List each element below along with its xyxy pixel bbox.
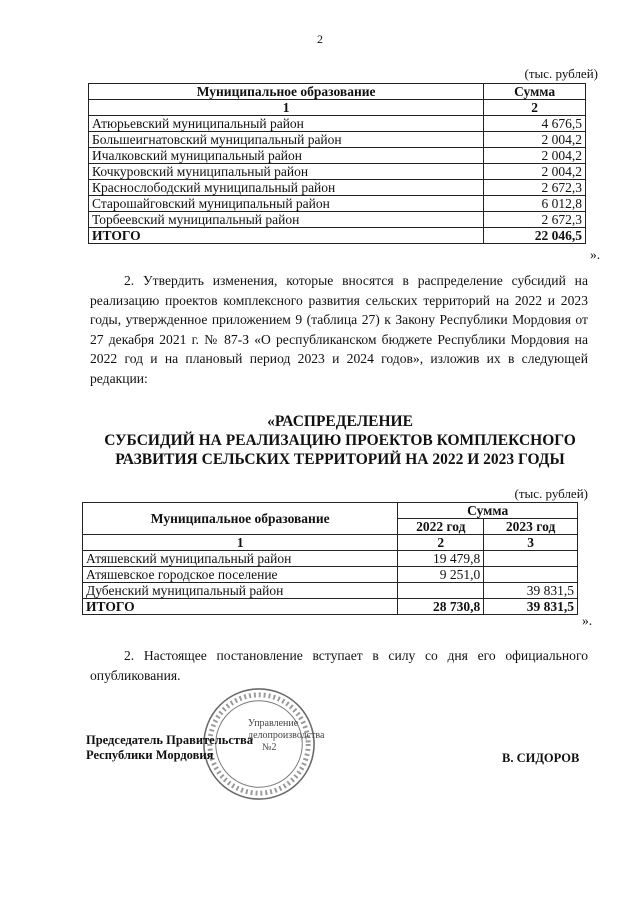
table2-header-2022: 2022 год: [398, 519, 484, 535]
table2-header-row: [83, 503, 578, 519]
table2-number-row: [83, 535, 578, 551]
table1-cell-sum: 2 004,2: [484, 132, 586, 148]
table1-header-name: Муниципальное образование: [89, 84, 484, 100]
table-row: [83, 551, 578, 567]
table1-cell-name: Ичалковский муниципальный район: [89, 148, 484, 164]
table2-col-number: 1: [83, 535, 398, 551]
table1-cell-name: Атюрьевский муниципальный район: [89, 116, 484, 132]
table2-cell-name: Атяшевский муниципальный район: [83, 551, 398, 567]
table1-cell-name: Старошайговский муниципальный район: [89, 196, 484, 212]
table2: [82, 502, 578, 615]
table-row: [89, 116, 586, 132]
stamp-line-2: делопроизводства: [248, 730, 325, 741]
table2-total-2023: 39 831,5: [484, 599, 578, 615]
stamp-line-3: №2: [262, 742, 277, 753]
table-row: [89, 164, 586, 180]
table2-total-label: ИТОГО: [83, 599, 398, 615]
paragraph-amendment-text: 2. Утвердить изменения, которые вносятся в распределение субсидий на реализацию проектов комплексного развития сельских территорий на 2022 и 2023 годы, утвержденное приложением 9 (таблица 27) к Закону Республики Мордовия от 27 декабря 2021 г. № 87-З «О республиканском бюджете Республики Мордовия на 2022 год и на плановый период 2023 и 2024 годов», изложив их в следующей редакции:: [90, 273, 588, 386]
page-number: 2: [317, 32, 323, 46]
table2-col-number: 3: [484, 535, 578, 551]
table2-header-name: Муниципальное образование: [83, 503, 398, 535]
table2-header-sum: Сумма: [398, 503, 578, 519]
table-row: [83, 583, 578, 599]
signatory-name: В. СИДОРОВ: [502, 751, 580, 765]
table2-cell-2023: [484, 567, 578, 583]
paragraph-amendment: [90, 271, 588, 388]
title-line-3: РАЗВИТИЯ СЕЛЬСКИХ ТЕРРИТОРИЙ НА 2022 И 2023 ГОДЫ: [115, 451, 565, 468]
signatory-position-line-1: Председатель Правительства: [86, 733, 254, 747]
table2-cell-2022: 19 479,8: [398, 551, 484, 567]
stamp-line-1: Управление: [248, 718, 299, 729]
table-row: [89, 212, 586, 228]
table2-close-quote: ».: [582, 613, 593, 628]
table2-cell-2023: [484, 551, 578, 567]
table1-unit: (тыс. рублей): [524, 66, 598, 81]
title-line-1: «РАСПРЕДЕЛЕНИЕ: [267, 413, 413, 430]
table2-cell-2022: [398, 583, 484, 599]
table2-cell-name: Атяшевское городское поселение: [83, 567, 398, 583]
table2-cell-2023: 39 831,5: [484, 583, 578, 599]
table1-number-row: [89, 100, 586, 116]
table2-cell-2022: 9 251,0: [398, 567, 484, 583]
table1-cell-sum: 6 012,8: [484, 196, 586, 212]
table1: [88, 83, 586, 244]
paragraph-effective-text: 2. Настоящее постановление вступает в силу со дня его официального опубликования.: [90, 648, 588, 683]
table-row: [89, 196, 586, 212]
table1-cell-name: Кочкуровский муниципальный район: [89, 164, 484, 180]
table1-header-sum: Сумма: [484, 84, 586, 100]
table2-col-number: 2: [398, 535, 484, 551]
table2-cell-name: Дубенский муниципальный район: [83, 583, 398, 599]
table1-cell-name: Большеигнатовский муниципальный район: [89, 132, 484, 148]
table1-total-label: ИТОГО: [89, 228, 484, 244]
title-line-2: СУБСИДИЙ НА РЕАЛИЗАЦИЮ ПРОЕКТОВ КОМПЛЕКСНОГО: [104, 432, 576, 449]
table-row: [89, 132, 586, 148]
table1-cell-sum: 2 004,2: [484, 148, 586, 164]
paragraph-effective: [90, 646, 588, 685]
table1-total-sum: 22 046,5: [484, 228, 586, 244]
table1-cell-sum: 2 672,3: [484, 212, 586, 228]
table-row: [89, 148, 586, 164]
table1-col-number: 2: [484, 100, 586, 116]
table1-cell-name: Торбеевский муниципальный район: [89, 212, 484, 228]
table2-unit: (тыс. рублей): [514, 486, 588, 501]
table2-total-2022: 28 730,8: [398, 599, 484, 615]
table1-col-number: 1: [89, 100, 484, 116]
signatory-position-line-2: Республики Мордовия: [86, 748, 214, 762]
table1-cell-sum: 2 672,3: [484, 180, 586, 196]
table2-total-row: [83, 599, 578, 615]
table-row: [83, 567, 578, 583]
table2-header-2023: 2023 год: [484, 519, 578, 535]
table1-cell-sum: 4 676,5: [484, 116, 586, 132]
table1-close-quote: ».: [590, 247, 601, 262]
signatory-position: [86, 733, 253, 763]
document-title: [60, 412, 620, 469]
stamp-text: [248, 718, 324, 754]
table1-total-row: [89, 228, 586, 244]
table1-cell-sum: 2 004,2: [484, 164, 586, 180]
table-row: [89, 180, 586, 196]
table1-header-row: [89, 84, 586, 100]
table1-cell-name: Краснослободский муниципальный район: [89, 180, 484, 196]
